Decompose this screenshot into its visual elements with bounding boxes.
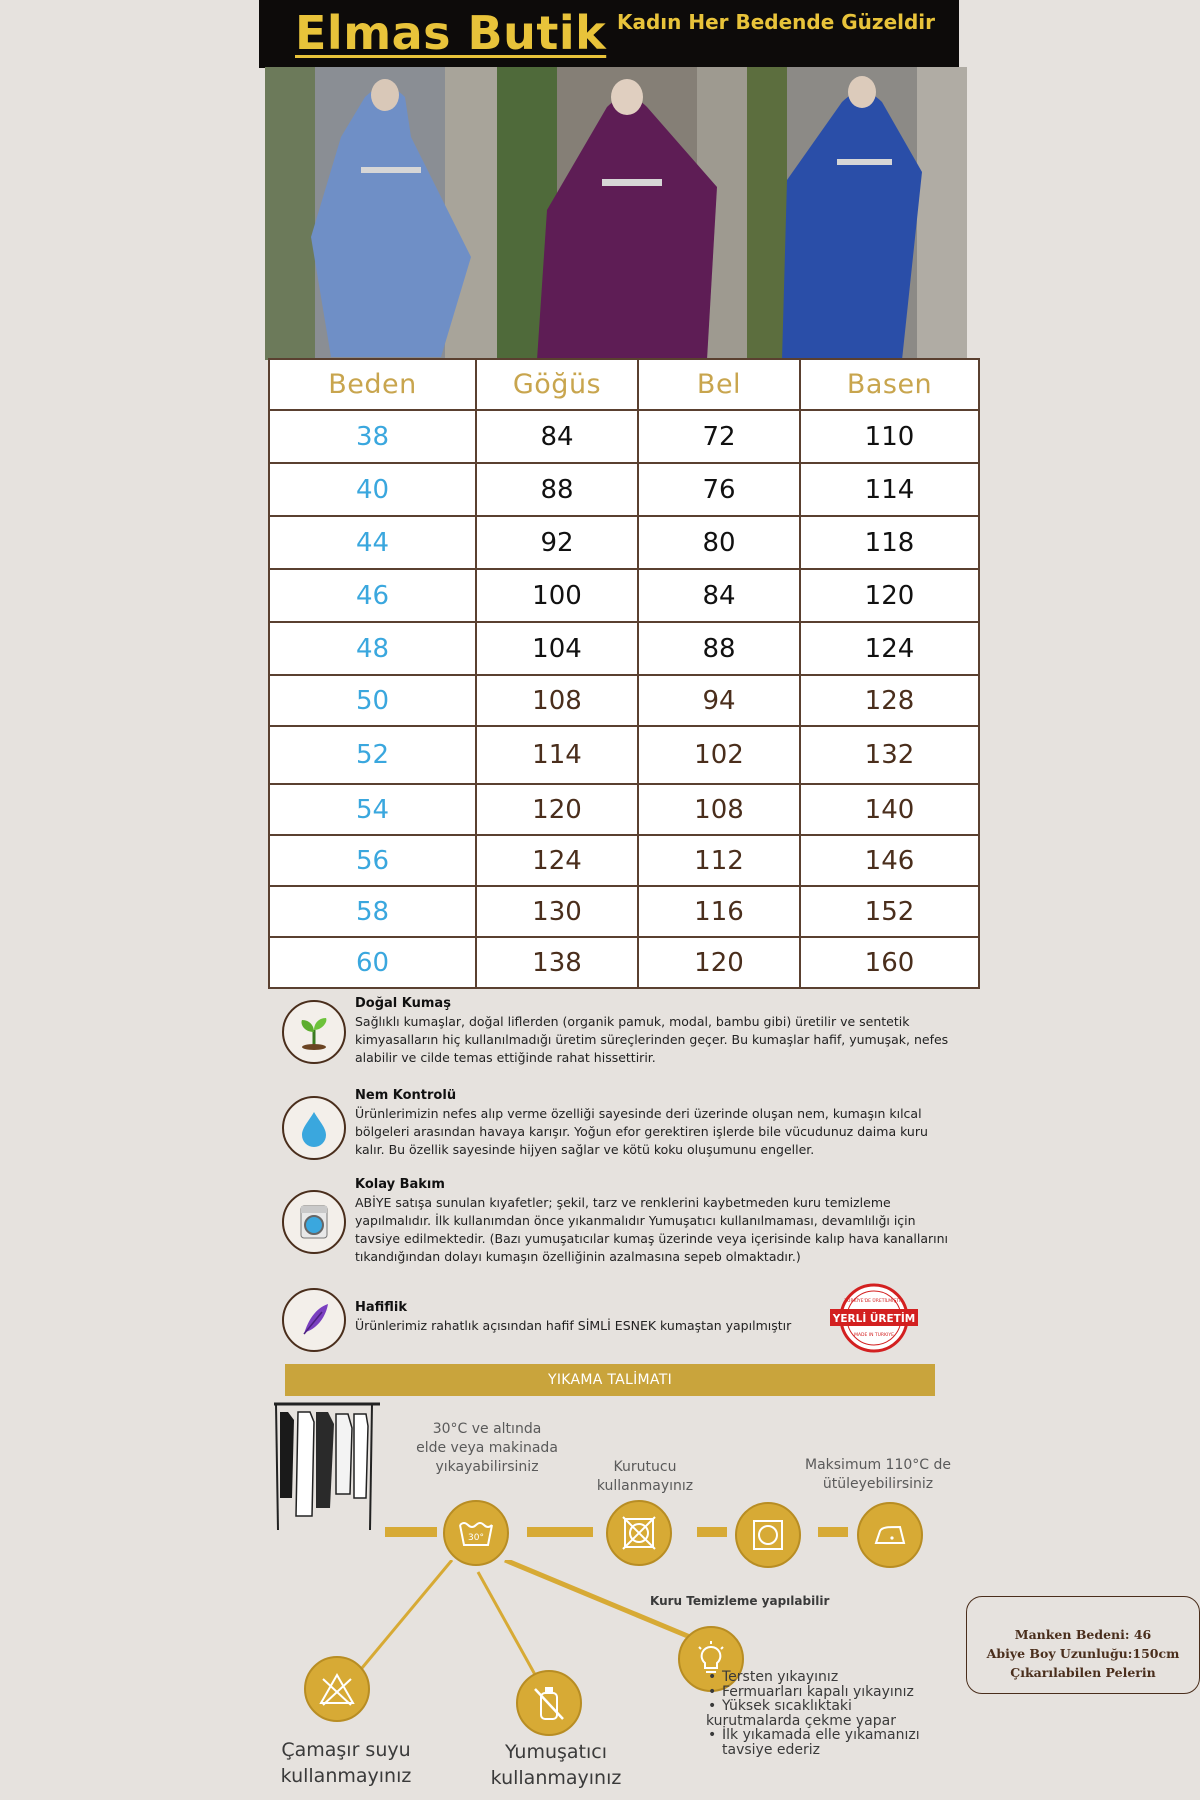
size-cell: 52 bbox=[269, 726, 476, 784]
feather-icon bbox=[282, 1288, 346, 1352]
table-row bbox=[269, 675, 979, 726]
chest-cell: 130 bbox=[476, 886, 638, 937]
no-tumble-dry-icon bbox=[606, 1500, 672, 1566]
caption-line: Maksimum 110°C de bbox=[805, 1457, 951, 1473]
chest-cell: 92 bbox=[476, 516, 638, 569]
header-banner bbox=[259, 0, 959, 68]
dress-photo-blue bbox=[265, 67, 497, 360]
dry-clean-circle-icon bbox=[735, 1502, 801, 1568]
temp-label: 30° bbox=[468, 1533, 484, 1543]
dress-photo-purple bbox=[497, 67, 747, 360]
wash-instructions-banner: YIKAMA TALİMATI bbox=[285, 1364, 935, 1396]
table-row bbox=[269, 726, 979, 784]
tagline: Kadın Her Bedende Güzeldir bbox=[617, 10, 936, 34]
wash-30-icon bbox=[443, 1500, 509, 1566]
model-info-box bbox=[966, 1596, 1200, 1694]
care-tips-list bbox=[706, 1670, 966, 1757]
dress-photo-navy bbox=[747, 67, 967, 360]
caption-line: elde veya makinada bbox=[416, 1440, 558, 1456]
chest-cell: 104 bbox=[476, 622, 638, 675]
water-drop-icon bbox=[282, 1096, 346, 1160]
list-item: tavsiye ederiz bbox=[722, 1741, 820, 1758]
feature-text: Ürünlerimizin nefes alıp verme özelliği sayesinde deri üzerinde oluşan nem, kumaşın kılcal bölgeleri arasından havaya karışır. Yoğun efor gerektiren işlerde bile vücudunuz daima kuru kalır. Bu özellik sayesinde hijyen sağlar ve kötü koku oluşumunu engeller. bbox=[355, 1106, 928, 1157]
no-bleach-icon bbox=[304, 1656, 370, 1722]
waist-cell: 72 bbox=[638, 410, 800, 463]
caption-line: Kurutucu bbox=[613, 1459, 677, 1475]
hip-cell: 118 bbox=[800, 516, 979, 569]
caption-line: ütüleyebilirsiniz bbox=[822, 1476, 934, 1492]
table-row bbox=[269, 622, 979, 675]
hip-cell: 128 bbox=[800, 675, 979, 726]
dress-length: Abiye Boy Uzunluğu:150cm bbox=[986, 1646, 1180, 1661]
table-row bbox=[269, 886, 979, 937]
chest-cell: 88 bbox=[476, 463, 638, 516]
size-cell: 50 bbox=[269, 675, 476, 726]
local-production-badge bbox=[826, 1282, 922, 1354]
table-header-row bbox=[269, 359, 979, 410]
waist-cell: 116 bbox=[638, 886, 800, 937]
list-item: • Tersten yıkayınız bbox=[706, 1670, 966, 1685]
badge-main-text: YERLİ ÜRETİM bbox=[832, 1313, 916, 1325]
size-cell: 44 bbox=[269, 516, 476, 569]
caption-line: Çamaşır suyu bbox=[281, 1739, 411, 1761]
connector-dash bbox=[385, 1527, 437, 1537]
list-item: • Yüksek sıcaklıktaki bbox=[706, 1699, 966, 1714]
chest-cell: 100 bbox=[476, 569, 638, 622]
size-cell: 46 bbox=[269, 569, 476, 622]
column-header-gogus: Göğüs bbox=[476, 359, 638, 410]
list-item: kurutmalarda çekme yapar bbox=[706, 1712, 896, 1729]
feature-title: Doğal Kumaş bbox=[355, 996, 451, 1011]
hip-cell: 124 bbox=[800, 622, 979, 675]
size-cell: 48 bbox=[269, 622, 476, 675]
waist-cell: 94 bbox=[638, 675, 800, 726]
list-item: • Fermuarları kapalı yıkayınız bbox=[706, 1685, 966, 1700]
badge-top-text: TÜRKİYE'DE ÜRETİLMİŞTİR bbox=[844, 1299, 904, 1304]
feature-title: Kolay Bakım bbox=[355, 1177, 445, 1192]
caption-iron bbox=[798, 1456, 958, 1494]
table-row bbox=[269, 516, 979, 569]
connector-dash bbox=[818, 1527, 848, 1537]
table-row bbox=[269, 937, 979, 988]
table-row bbox=[269, 835, 979, 886]
size-cell: 56 bbox=[269, 835, 476, 886]
hip-cell: 120 bbox=[800, 569, 979, 622]
hip-cell: 146 bbox=[800, 835, 979, 886]
waist-cell: 112 bbox=[638, 835, 800, 886]
list-item: • İlk yıkamada elle yıkamanızı bbox=[706, 1728, 966, 1743]
chest-cell: 108 bbox=[476, 675, 638, 726]
caption-no-softener bbox=[471, 1739, 641, 1791]
feature-text: Ürünlerimiz rahatlık açısından hafif SİMLİ ESNEK kumaştan yapılmıştır bbox=[355, 1318, 792, 1333]
size-cell: 60 bbox=[269, 937, 476, 988]
table-row bbox=[269, 463, 979, 516]
hip-cell: 140 bbox=[800, 784, 979, 835]
caption-line: yıkayabilirsiniz bbox=[435, 1459, 539, 1475]
badge-bottom-text: MADE IN TURKIYE bbox=[854, 1333, 894, 1338]
chest-cell: 84 bbox=[476, 410, 638, 463]
waist-cell: 120 bbox=[638, 937, 800, 988]
table-row bbox=[269, 784, 979, 835]
connector-dash bbox=[697, 1527, 727, 1537]
hip-cell: 110 bbox=[800, 410, 979, 463]
caption-line: kullanmayınız bbox=[490, 1767, 622, 1789]
waist-cell: 88 bbox=[638, 622, 800, 675]
caption-line: kullanmayınız bbox=[596, 1478, 694, 1494]
chest-cell: 138 bbox=[476, 937, 638, 988]
caption-dry-clean: Kuru Temizleme yapılabilir bbox=[650, 1594, 830, 1608]
feature-text: Sağlıklı kumaşlar, doğal liflerden (organik pamuk, modal, bambu gibi) üretilir ve sentetik kimyasalların hiç kullanılmadığı üretim süreçlerinden geçer. Bu kumaşlar hafif, yumuşak, nefes alabilir ve cilde temas ettiğinde rahat hissettirir. bbox=[355, 1014, 949, 1065]
feature-text: ABİYE satışa sunulan kıyafetler; şekil, tarz ve renklerini kaybetmeden kuru temizleme yapılmalıdır. İlk kullanımdan önce yıkanmalıdır Yumuşatıcı kullanılmaması, devamlılığı için tavsiye edilmektedir. (Bazı yumuşatıcılar kumaş üzerinde veya içerisinde kalıp hava kanallarını tıkandığından dolayı kumaşın özelliğinin azalmasına sepeb olmaktadır.) bbox=[355, 1195, 948, 1264]
no-softener-icon bbox=[516, 1670, 582, 1736]
brand-name: Elmas Butik bbox=[295, 6, 607, 60]
removable-cape: Çıkarılabilen Pelerin bbox=[1010, 1665, 1156, 1680]
hip-cell: 114 bbox=[800, 463, 979, 516]
caption-line: Yumuşatıcı bbox=[504, 1741, 607, 1763]
washing-machine-icon bbox=[282, 1190, 346, 1254]
waist-cell: 76 bbox=[638, 463, 800, 516]
caption-line: 30°C ve altında bbox=[432, 1421, 542, 1437]
column-header-basen: Basen bbox=[800, 359, 979, 410]
waist-cell: 84 bbox=[638, 569, 800, 622]
caption-30-degrees bbox=[402, 1420, 572, 1477]
size-cell: 40 bbox=[269, 463, 476, 516]
chest-cell: 120 bbox=[476, 784, 638, 835]
table-row bbox=[269, 569, 979, 622]
connector-dash bbox=[527, 1527, 593, 1537]
sprout-icon bbox=[282, 1000, 346, 1064]
size-cell: 54 bbox=[269, 784, 476, 835]
chest-cell: 124 bbox=[476, 835, 638, 886]
size-table bbox=[268, 358, 980, 989]
size-cell: 58 bbox=[269, 886, 476, 937]
iron-icon bbox=[857, 1502, 923, 1568]
clothing-rack-icon bbox=[272, 1398, 387, 1533]
column-header-beden: Beden bbox=[269, 359, 476, 410]
hip-cell: 160 bbox=[800, 937, 979, 988]
waist-cell: 108 bbox=[638, 784, 800, 835]
column-header-bel: Bel bbox=[638, 359, 800, 410]
table-row bbox=[269, 410, 979, 463]
feature-title: Hafiflik bbox=[355, 1300, 408, 1315]
feature-title: Nem Kontrolü bbox=[355, 1088, 457, 1103]
model-size: Manken Bedeni: 46 bbox=[1014, 1627, 1152, 1642]
chest-cell: 114 bbox=[476, 726, 638, 784]
caption-line: kullanmayınız bbox=[280, 1765, 412, 1787]
hip-cell: 132 bbox=[800, 726, 979, 784]
caption-no-bleach bbox=[262, 1737, 430, 1789]
size-cell: 38 bbox=[269, 410, 476, 463]
waist-cell: 102 bbox=[638, 726, 800, 784]
waist-cell: 80 bbox=[638, 516, 800, 569]
hip-cell: 152 bbox=[800, 886, 979, 937]
caption-no-dryer bbox=[575, 1458, 715, 1496]
